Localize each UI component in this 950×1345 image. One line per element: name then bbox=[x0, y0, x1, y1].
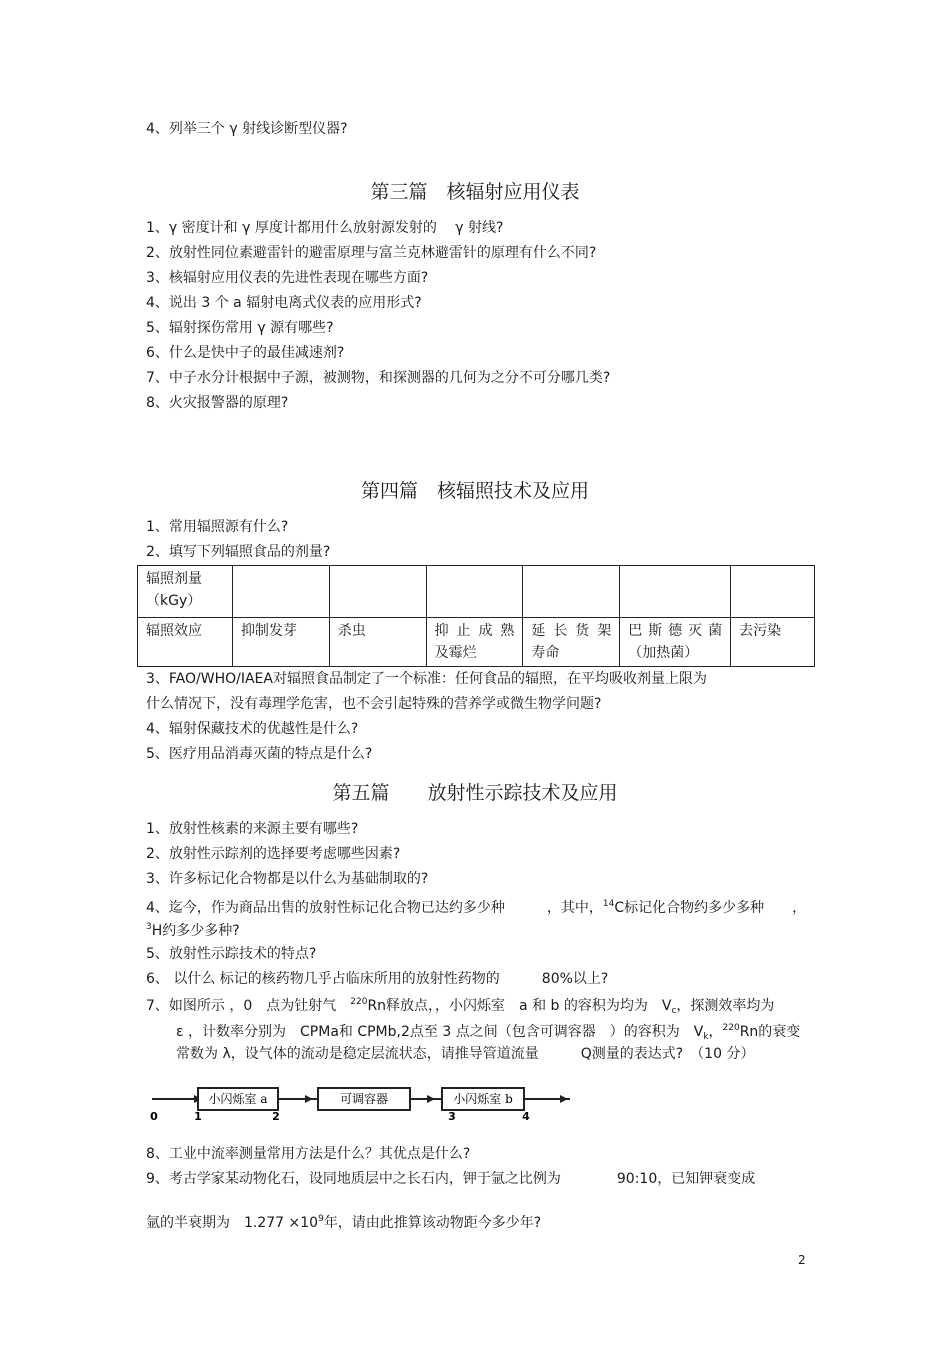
q4-text: 4、迄今，作为商品出售的放射性标记化合物已达约多少种 ，其中， bbox=[146, 900, 603, 916]
dose-input-cell[interactable] bbox=[731, 566, 815, 618]
section5-title: 第五篇 放射性示踪技术及应用 bbox=[332, 782, 618, 804]
section3-question: 8、火灾报警器的原理? bbox=[146, 395, 289, 411]
effect-text: 巴斯德灭菌 bbox=[628, 623, 723, 639]
section5-question-7 bbox=[146, 993, 774, 1020]
effect-cell bbox=[426, 618, 523, 667]
q4-superscript: 3 bbox=[146, 922, 152, 932]
section5-question-7-cont bbox=[176, 1019, 800, 1046]
dose-input-cell[interactable] bbox=[620, 566, 731, 618]
point-0-label: 0 bbox=[150, 1110, 158, 1123]
section3-title: 第三篇 核辐射应用仪表 bbox=[370, 181, 580, 203]
question-gamma-diagnostic: 4、列举三个 γ 射线诊断型仪器? bbox=[146, 121, 348, 137]
flow-arrow bbox=[560, 1095, 568, 1103]
q7-superscript: 220 bbox=[722, 1023, 740, 1033]
q7-text: Rn释放点，，小闪烁室 a 和 b 的容积为均为 V bbox=[367, 998, 672, 1014]
section5-question-5: 5、放射性示踪技术的特点? bbox=[146, 946, 317, 962]
section3-question: 6、什么是快中子的最佳减速剂? bbox=[146, 345, 345, 361]
q7-text: Rn的衰变 bbox=[739, 1024, 801, 1040]
point-1-label: 1 bbox=[194, 1110, 202, 1123]
section5-question-3: 3、许多标记化合物都是以什么为基础制取的? bbox=[146, 871, 429, 887]
section3-question: 1、γ 密度计和 γ 厚度计都用什么放射源发射的 γ 射线? bbox=[146, 220, 504, 236]
dose-input-cell[interactable] bbox=[329, 566, 426, 618]
q4-superscript: 14 bbox=[602, 899, 615, 909]
section4-question-4: 4、辐射保藏技术的优越性是什么? bbox=[146, 721, 359, 737]
effect-text: 延长货架 bbox=[531, 623, 612, 639]
section5-question-1: 1、放射性核素的来源主要有哪些? bbox=[146, 821, 359, 837]
section4-title: 第四篇 核辐照技术及应用 bbox=[360, 480, 589, 502]
q7-subscript: k bbox=[703, 1032, 709, 1042]
effect-text: 及霉烂 bbox=[434, 645, 477, 661]
q7-text: ， bbox=[708, 1024, 723, 1040]
effect-cell bbox=[523, 618, 620, 667]
q9-superscript: 9 bbox=[318, 1214, 324, 1224]
section4-question-5: 5、医疗用品消毒灭菌的特点是什么? bbox=[146, 746, 373, 762]
point-4-label: 4 bbox=[522, 1110, 530, 1123]
effect-text: 杀虫 bbox=[337, 623, 366, 639]
irradiation-dose-table bbox=[137, 565, 815, 667]
dose-input-cell[interactable] bbox=[523, 566, 620, 618]
section5-question-7-cont2: 常数为 λ，设气体的流动是稳定层流状态，请推导管道流量 Q测量的表达式? （10 分） bbox=[176, 1046, 755, 1062]
effect-cell bbox=[329, 618, 426, 667]
q7-text: ε ，计数率分别为 CPMa和 CPMb,2点至 3 点之间（包含可调容器 ）的容积为 V bbox=[176, 1024, 704, 1040]
chamber-a-label: 小闪烁室 a bbox=[208, 1092, 268, 1106]
flow-arrow bbox=[305, 1095, 313, 1103]
effect-label: 辐照效应 bbox=[146, 623, 202, 639]
effect-cell bbox=[620, 618, 731, 667]
dose-unit: （kGy） bbox=[146, 593, 202, 609]
q7-text: 7、如图所示 ，0 点为钍射气 bbox=[146, 998, 351, 1014]
section5-question-2: 2、放射性示踪剂的选择要考虑哪些因素? bbox=[146, 846, 401, 862]
point-2-label: 2 bbox=[272, 1110, 280, 1123]
q7-superscript: 220 bbox=[350, 997, 368, 1007]
effect-text: 去污染 bbox=[739, 623, 782, 639]
section5-question-9-cont bbox=[146, 1210, 541, 1232]
section3-question: 4、说出 3 个 a 辐射电离式仪表的应用形式? bbox=[146, 295, 422, 311]
section5-question-9: 9、考古学家某动物化石，设同地质层中之长石内，钾于氩之比例为 90:10，已知钾衰变成 bbox=[146, 1171, 756, 1187]
effect-text: 抑止成熟 bbox=[434, 623, 515, 639]
section4-question-2: 2、填写下列辐照食品的剂量? bbox=[146, 544, 331, 560]
page-number: 2 bbox=[798, 1253, 806, 1267]
effect-cell bbox=[232, 618, 329, 667]
section5-question-4 bbox=[146, 895, 806, 917]
section4-question-3: 3、FAO/WHO/IAEA对辐照食品制定了一个标准：任何食品的辐照，在平均吸收剂量上限为 bbox=[146, 671, 707, 687]
point-3-label: 3 bbox=[448, 1110, 456, 1123]
flow-diagram bbox=[140, 1080, 580, 1126]
table-row-effect bbox=[138, 618, 815, 667]
dose-label: 辐照剂量 bbox=[146, 571, 202, 587]
effect-text: 寿命 bbox=[531, 645, 560, 661]
dose-input-cell[interactable] bbox=[232, 566, 329, 618]
flow-arrow bbox=[427, 1095, 435, 1103]
effect-text: （加热菌） bbox=[628, 645, 699, 661]
table-row-dose bbox=[138, 566, 815, 618]
section3-question: 7、中子水分计根据中子源，被测物，和探测器的几何为之分不可分哪几类? bbox=[146, 370, 611, 386]
section5-question-6: 6、 以什么 标记的核药物几乎占临床所用的放射性药物的 80%以上? bbox=[146, 971, 609, 987]
q9-text: 年，请由此推算该动物距今多少年? bbox=[323, 1215, 542, 1231]
q4-text: H约多少多种? bbox=[151, 923, 240, 939]
effect-label-cell bbox=[138, 618, 233, 667]
section4-question-1: 1、常用辐照源有什么? bbox=[146, 519, 289, 535]
section5-question-4-cont bbox=[146, 918, 240, 940]
effect-cell bbox=[731, 618, 815, 667]
chamber-b-label: 小闪烁室 b bbox=[453, 1092, 513, 1106]
dose-label-cell bbox=[138, 566, 233, 618]
q9-text: 氩的半衰期为 1.277 ×10 bbox=[146, 1215, 319, 1231]
effect-text: 抑制发芽 bbox=[240, 623, 297, 639]
adjustable-container-label: 可调容器 bbox=[339, 1092, 389, 1106]
q4-text: C标记化合物约多少多种 ， bbox=[614, 900, 807, 916]
section5-question-8: 8、工业中流率测量常用方法是什么？其优点是什么? bbox=[146, 1146, 471, 1162]
section3-question: 3、核辐射应用仪表的先进性表现在哪些方面? bbox=[146, 270, 429, 286]
section4-question-3-cont: 什么情况下，没有毒理学危害，也不会引起特殊的营养学或微生物学问题? bbox=[146, 696, 602, 712]
dose-input-cell[interactable] bbox=[426, 566, 523, 618]
section3-question: 5、辐射探伤常用 γ 源有哪些? bbox=[146, 320, 334, 336]
section3-question: 2、放射性同位素避雷针的避雷原理与富兰克林避雷针的原理有什么不同? bbox=[146, 245, 597, 261]
q7-subscript: c bbox=[671, 1006, 677, 1016]
q7-text: ，探测效率均为 bbox=[676, 998, 775, 1014]
